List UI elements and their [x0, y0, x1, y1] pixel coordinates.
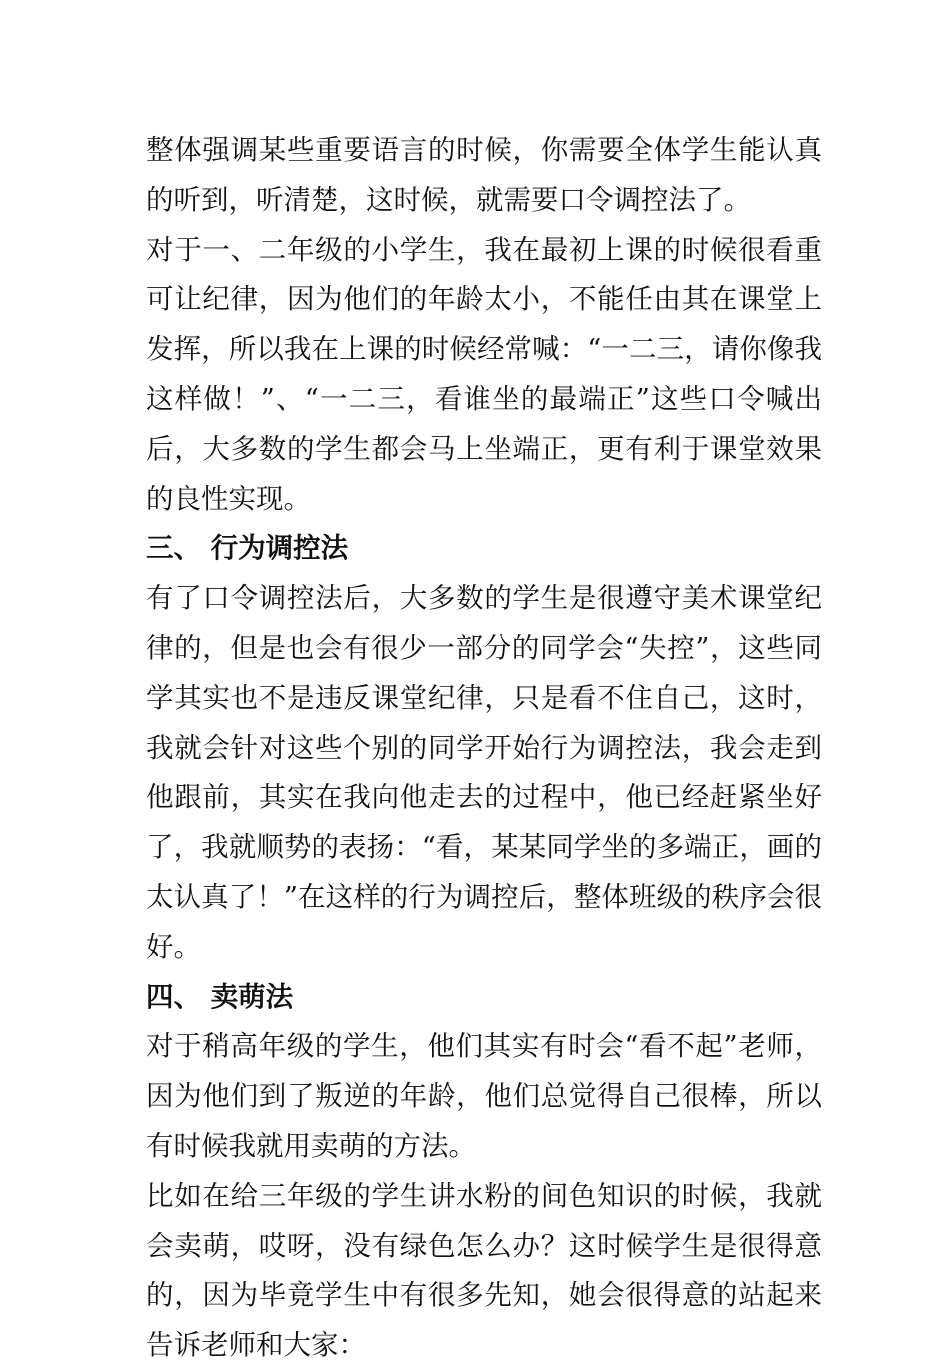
paragraph-4: 对于稍高年级的学生，他们其实有时会“看不起”老师，因为他们到了叛逆的年龄，他们总觉得自己很棒，所以有时候我就用卖萌的方法。: [146, 1030, 822, 1162]
document-body: [146, 126, 822, 1371]
paragraph-5: 比如在给三年级的学生讲水粉的间色知识的时候，我就会卖萌，哎呀，没有绿色怎么办？这时候学生是很得意的，因为毕竟学生中有很多先知，她会很得意的站起来告诉老师和大家：: [146, 1179, 822, 1362]
section-heading-4: 四、 卖萌法: [146, 980, 294, 1013]
paragraph-3: 有了口令调控法后，大多数的学生是很遵守美术课堂纪律的，但是也会有很少一部分的同学会“失控”，这些同学其实也不是违反课堂纪律，只是看不住自己，这时，我就会针对这些个别的同学开始行为调控法，我会走到他跟前，其实在我向他走去的过程中，他已经赶紧坐好了，我就顺势的表扬：“看，某某同学坐的多端正，画的太认真了！”在这样的行为调控后，整体班级的秩序会很好。: [146, 582, 822, 963]
paragraph-2: 对于一、二年级的小学生，我在最初上课的时候很看重可让纪律，因为他们的年龄太小，不能任由其在课堂上发挥，所以我在上课的时候经常喊：“一二三，请你像我这样做！”、“一二三，看谁坐的最端正”这些口令喊出后，大多数的学生都会马上坐端正，更有利于课堂效果的良性实现。: [146, 233, 822, 515]
paragraph-1: 整体强调某些重要语言的时候，你需要全体学生能认真的听到，听清楚，这时候，就需要口令调控法了。: [146, 134, 822, 216]
section-heading-3: 三、 行为调控法: [146, 532, 349, 565]
